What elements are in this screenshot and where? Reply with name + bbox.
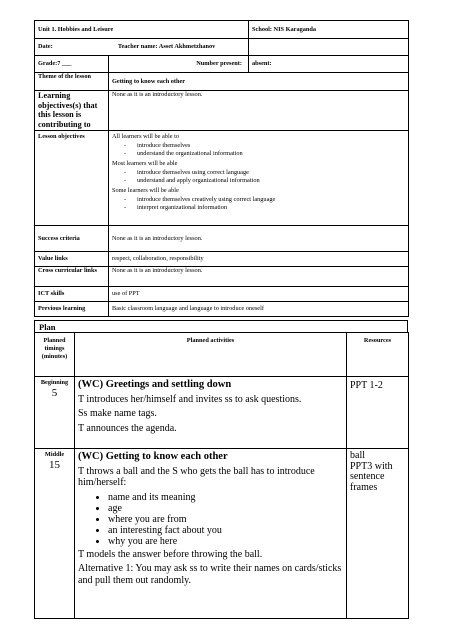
grade-row	[35, 56, 409, 73]
row-label: Previous learning	[35, 302, 109, 317]
theme-label-cell: Theme of the lesson	[35, 73, 109, 91]
lesson-objectives-label: Lesson objectives	[35, 131, 109, 226]
list-item: - introduce themselves	[124, 142, 405, 150]
some-learners-list	[112, 196, 405, 212]
learning-objectives-label: Learning objectives(s) that this lesson is contributing to	[35, 91, 109, 131]
row-label: Cross curricular links	[35, 267, 109, 287]
some-learners-intro: Some learners will be able	[112, 187, 179, 194]
unit-cell: Unit 1. Hobbies and Leisure	[35, 21, 249, 39]
list-item: • why you are here	[108, 536, 343, 547]
activity-line: Ss make name tags.	[78, 408, 157, 419]
resource-item: ball	[350, 450, 365, 461]
school-cell: School: NIS Karaganda	[249, 21, 409, 39]
row-value: use of PPT	[109, 287, 409, 302]
cross-curricular-row	[35, 267, 409, 287]
beginning-row	[35, 377, 409, 449]
absent-cell: absent:	[249, 56, 409, 73]
stage-minutes: 15	[49, 459, 60, 471]
unit-row	[35, 21, 409, 39]
row-label: ICT skills	[35, 287, 109, 302]
list-item: • where you are from	[108, 514, 343, 525]
most-learners-list	[112, 169, 405, 185]
resource-item: PPT3 with sentence frames	[350, 460, 393, 493]
grade-cell: Grade:7 ___	[35, 56, 109, 73]
middle-resources	[347, 449, 409, 619]
row-value: None as it is an introductory lesson.	[109, 267, 409, 287]
row-value: respect, collaboration, responsibility	[109, 252, 409, 267]
list-item: • name and its meaning	[108, 492, 343, 503]
activity-heading: (WC) Greetings and settling down	[78, 379, 232, 390]
beginning-timing	[35, 377, 75, 449]
middle-row	[35, 449, 409, 619]
activity-line: T throws a ball and the S who gets the ball has to introduce him/herself:	[78, 465, 315, 488]
success-criteria-row	[35, 226, 409, 252]
list-item: - understand and apply organizational information	[124, 177, 405, 185]
list-item: - interpret organizational information	[124, 204, 405, 212]
all-learners-list	[112, 142, 405, 158]
beginning-activities	[75, 377, 347, 449]
activity-line: Alternative 1: You may ask ss to write their names on cards/sticks and pull them out randomly.	[78, 563, 342, 586]
number-present-cell	[109, 56, 249, 73]
introduction-points-list	[78, 492, 343, 547]
ict-skills-row	[35, 287, 409, 302]
list-item: - introduce themselves creatively using correct language	[124, 196, 405, 204]
lesson-objectives-value	[109, 131, 409, 226]
beginning-resources: PPT 1-2	[347, 377, 409, 449]
lesson-info-table	[34, 20, 409, 317]
middle-timing	[35, 449, 75, 619]
stage-label: Middle	[44, 451, 65, 458]
plan-title: Plan	[34, 320, 408, 333]
list-item: - understand the organizational information	[124, 150, 405, 158]
activity-line: T announces the agenda.	[78, 422, 177, 434]
list-item: - introduce themselves using correct language	[124, 169, 405, 177]
previous-learning-row	[35, 302, 409, 317]
activity-heading: (WC) Getting to know each other	[78, 451, 228, 462]
plan-table	[34, 332, 409, 619]
learning-objectives-row	[35, 91, 409, 131]
stage-minutes: 5	[51, 387, 58, 399]
activity-line: T introduces her/himself and invites ss to ask questions.	[78, 393, 302, 405]
list-item: • age	[108, 503, 343, 514]
date-cell	[35, 39, 249, 56]
lesson-objectives-row	[35, 131, 409, 226]
planned-timings-header: Planned timings (minutes)	[35, 333, 75, 377]
row-label: Success criteria	[35, 226, 109, 252]
all-learners-intro: All learners will be able to	[112, 133, 179, 140]
row-label: Value links	[35, 252, 109, 267]
stage-label: Beginning	[40, 379, 69, 386]
most-learners-intro: Most learners will be able	[112, 160, 178, 167]
row-value: Basic classroom language and language to introduce oneself	[109, 302, 409, 317]
planned-activities-header: Planned activities	[75, 333, 347, 377]
plan-header-row	[35, 333, 409, 377]
middle-activities	[75, 449, 347, 619]
list-item: • an interesting fact about you	[108, 525, 343, 536]
resources-header: Resources	[347, 333, 409, 377]
teacher-name: Teacher name: Asset Akhmetzhanov	[117, 43, 216, 50]
number-present-label: Number present:	[196, 60, 243, 67]
date-empty-cell	[249, 39, 409, 56]
value-links-row	[35, 252, 409, 267]
theme-value-cell: Getting to know each other	[109, 73, 409, 91]
date-row	[35, 39, 409, 56]
learning-objectives-value: None as it is an introductory lesson.	[109, 91, 409, 131]
date-label: Date:	[38, 43, 53, 50]
theme-row	[35, 73, 409, 91]
row-value: None as it is an introductory lesson.	[109, 226, 409, 252]
activity-line: T models the answer before throwing the ball.	[78, 548, 263, 560]
